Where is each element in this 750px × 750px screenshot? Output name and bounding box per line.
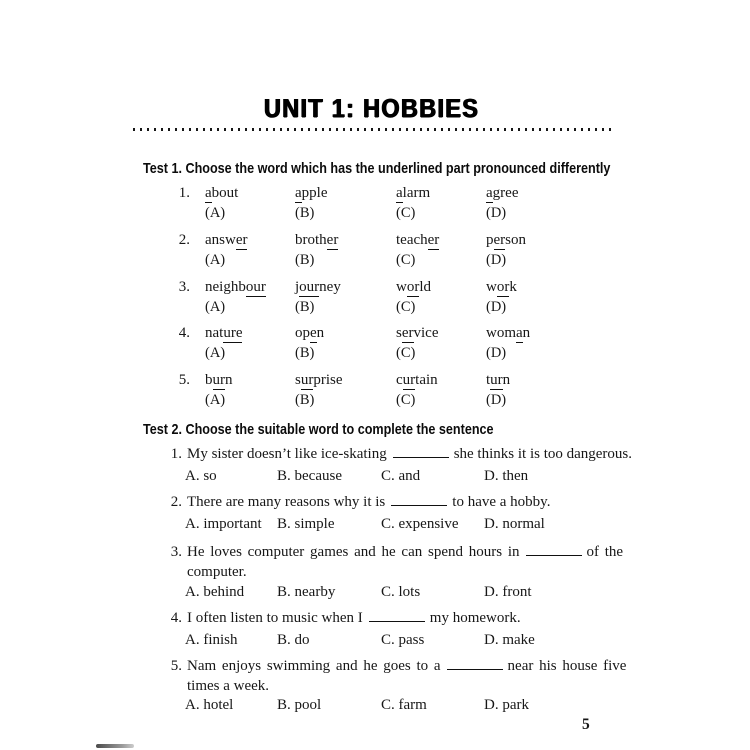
word-post: n	[522, 325, 531, 341]
word-underlined: a	[205, 185, 212, 201]
word-pre: s	[396, 325, 402, 341]
word-post: son	[505, 232, 526, 248]
word-pre: c	[396, 372, 403, 388]
sentence-line2: times a week.	[187, 678, 270, 694]
word-option-a	[205, 185, 295, 222]
pronunciation-word	[295, 185, 385, 202]
word-option-a	[205, 279, 295, 316]
word-underlined: ure	[223, 325, 243, 341]
option-letter-label: (C)	[396, 205, 416, 221]
sentence-before-blank: My sister doesn’t like ice-skating	[187, 446, 387, 462]
pronunciation-word	[396, 185, 486, 202]
item-number: 2.	[178, 232, 190, 248]
answer-option-d: D. normal	[484, 516, 545, 532]
word-underlined: our	[299, 279, 320, 295]
word-pre: wom	[486, 325, 516, 341]
sentence-blank	[391, 494, 447, 506]
word-post: k	[509, 279, 517, 295]
pronunciation-word	[205, 185, 295, 202]
pronunciation-word	[486, 279, 576, 296]
dotted-divider	[133, 128, 611, 131]
word-underlined: or	[406, 279, 420, 295]
pronunciation-word	[205, 279, 295, 296]
word-post: tain	[415, 372, 438, 388]
answer-option-a: A. so	[185, 468, 217, 484]
word-option-a	[205, 372, 295, 409]
item-number: 1.	[170, 446, 182, 462]
pronunciation-word	[486, 372, 576, 389]
sentence-line	[187, 610, 521, 627]
word-underlined: ur	[300, 372, 314, 388]
word-post: bout	[211, 185, 239, 201]
pronunciation-word	[396, 372, 486, 389]
option-letter-label: (C)	[396, 345, 416, 361]
test2-heading: Test 2. Choose the suitable word to complete the sentence	[143, 421, 494, 438]
pronunciation-word	[295, 279, 385, 296]
pronunciation-word	[396, 232, 486, 249]
pronunciation-word	[396, 325, 486, 342]
word-option-c	[396, 325, 486, 362]
word-option-d	[486, 325, 576, 362]
word-option-b	[295, 185, 385, 222]
word-underlined: or	[496, 279, 510, 295]
sentence-before-blank: Nam enjoys swimming and he goes to a	[187, 658, 441, 674]
answer-option-a: A. hotel	[185, 697, 234, 713]
pronunciation-word	[486, 232, 576, 249]
option-letter-label: (D)	[486, 252, 507, 268]
word-post: n	[502, 372, 511, 388]
unit-title-wrap	[130, 93, 614, 124]
answer-option-c: C. expensive	[381, 516, 459, 532]
word-pre: answ	[205, 232, 236, 248]
answer-option-b: B. because	[277, 468, 342, 484]
word-option-d	[486, 185, 576, 222]
word-pre: nat	[205, 325, 224, 341]
option-letter-label: (B)	[295, 345, 315, 361]
page-number: 5	[582, 716, 590, 733]
sentence-after-blank: she thinks it is too dangerous.	[453, 446, 633, 462]
word-post: pple	[301, 185, 328, 201]
word-underlined: a	[516, 325, 523, 341]
sentence-line	[187, 494, 550, 511]
sentence-before-blank: He loves computer games and he can spend hours in	[187, 544, 520, 560]
word-underlined: e	[310, 325, 317, 341]
option-letter-label: (B)	[295, 299, 315, 315]
word-post: gree	[492, 185, 519, 201]
word-underlined: a	[486, 185, 493, 201]
pronunciation-word	[486, 185, 576, 202]
word-pre: t	[486, 372, 491, 388]
word-underlined: ur	[212, 372, 225, 388]
test1-heading: Test 1. Choose the word which has the underlined part pronounced differently	[143, 160, 611, 177]
word-option-d	[486, 372, 576, 409]
answer-option-d: D. park	[484, 697, 529, 713]
word-pre: broth	[295, 232, 327, 248]
page-title: UNIT 1: HOBBIES	[264, 93, 480, 123]
sentence-line	[187, 446, 632, 463]
word-pre: w	[396, 279, 407, 295]
word-underlined: er	[326, 232, 339, 248]
answer-option-d: D. then	[484, 468, 529, 484]
word-pre: j	[295, 279, 300, 295]
sentence-blank	[369, 610, 425, 622]
pronunciation-word	[295, 232, 385, 249]
pronunciation-word	[205, 325, 295, 342]
option-letter-label: (B)	[295, 205, 315, 221]
option-letter-label: (D)	[486, 299, 507, 315]
pronunciation-word	[396, 279, 486, 296]
option-letter-label: (A)	[205, 205, 226, 221]
option-letter-label: (A)	[205, 345, 226, 361]
sentence-line2: computer.	[187, 564, 247, 580]
word-pre: teach	[396, 232, 428, 248]
word-option-c	[396, 232, 486, 269]
word-underlined: a	[295, 185, 302, 201]
word-post: ld	[419, 279, 432, 295]
item-number: 4.	[178, 325, 190, 341]
item-number: 4.	[170, 610, 182, 626]
option-letter-label: (B)	[295, 252, 315, 268]
word-option-c	[396, 372, 486, 409]
item-number: 3.	[178, 279, 190, 295]
word-post: n	[225, 372, 233, 388]
option-letter-label: (A)	[205, 252, 226, 268]
word-post: prise	[313, 372, 343, 388]
word-post: ney	[319, 279, 341, 295]
sentence-before-blank: There are many reasons why it is	[187, 494, 386, 510]
word-option-c	[396, 185, 486, 222]
word-underlined: er	[235, 232, 248, 248]
pronunciation-word	[295, 372, 385, 389]
word-pre: w	[486, 279, 497, 295]
word-option-b	[295, 279, 385, 316]
option-letter-label: (D)	[486, 345, 507, 361]
word-underlined: er	[401, 325, 414, 341]
item-number: 3.	[170, 544, 182, 560]
answer-option-a: A. behind	[185, 584, 245, 600]
pronunciation-word	[295, 325, 385, 342]
option-letter-label: (C)	[396, 392, 416, 408]
answer-option-b: B. nearby	[277, 584, 336, 600]
option-letter-label: (C)	[396, 299, 416, 315]
answer-option-d: D. front	[484, 584, 532, 600]
sentence-after-blank: my homework.	[429, 610, 521, 626]
sentence-blank	[526, 544, 582, 556]
answer-option-c: C. and	[381, 468, 421, 484]
sentence-blank	[393, 446, 449, 458]
item-number: 5.	[178, 372, 190, 388]
word-option-b	[295, 372, 385, 409]
word-option-b	[295, 232, 385, 269]
answer-option-d: D. make	[484, 632, 535, 648]
word-underlined: er	[427, 232, 440, 248]
pronunciation-word	[205, 372, 295, 389]
word-option-d	[486, 279, 576, 316]
sentence-after-blank: near his house five	[507, 658, 627, 674]
word-option-d	[486, 232, 576, 269]
answer-option-b: B. do	[277, 632, 310, 648]
word-pre: op	[295, 325, 310, 341]
answer-option-a: A. important	[185, 516, 262, 532]
answer-option-b: B. simple	[277, 516, 335, 532]
word-pre: s	[295, 372, 301, 388]
word-underlined: er	[493, 232, 506, 248]
word-option-a	[205, 232, 295, 269]
sentence-blank	[447, 658, 503, 670]
option-letter-label: (D)	[486, 205, 507, 221]
answer-option-a: A. finish	[185, 632, 238, 648]
word-pre: b	[205, 372, 213, 388]
word-underlined: a	[396, 185, 403, 201]
word-option-a	[205, 325, 295, 362]
option-letter-label: (B)	[295, 392, 315, 408]
word-pre: neighb	[205, 279, 246, 295]
item-number: 2.	[170, 494, 182, 510]
pronunciation-word	[486, 325, 576, 342]
word-option-c	[396, 279, 486, 316]
word-post: n	[316, 325, 325, 341]
sentence-after-blank: of the	[586, 544, 624, 560]
word-pre: p	[486, 232, 494, 248]
word-underlined: ur	[490, 372, 503, 388]
option-letter-label: (D)	[486, 392, 507, 408]
word-post: larm	[402, 185, 431, 201]
scan-artifact	[96, 744, 134, 748]
answer-option-c: C. lots	[381, 584, 421, 600]
pronunciation-word	[205, 232, 295, 249]
sentence-before-blank: I often listen to music when I	[187, 610, 363, 626]
option-letter-label: (A)	[205, 392, 226, 408]
sentence-line	[187, 544, 623, 561]
item-number: 5.	[170, 658, 182, 674]
option-letter-label: (C)	[396, 252, 416, 268]
word-option-b	[295, 325, 385, 362]
sentence-line	[187, 658, 626, 675]
word-underlined: ur	[402, 372, 416, 388]
word-underlined: our	[245, 279, 266, 295]
answer-option-b: B. pool	[277, 697, 322, 713]
answer-option-c: C. pass	[381, 632, 425, 648]
item-number: 1.	[178, 185, 190, 201]
sentence-after-blank: to have a hobby.	[452, 494, 551, 510]
answer-option-c: C. farm	[381, 697, 427, 713]
word-post: vice	[413, 325, 439, 341]
option-letter-label: (A)	[205, 299, 226, 315]
